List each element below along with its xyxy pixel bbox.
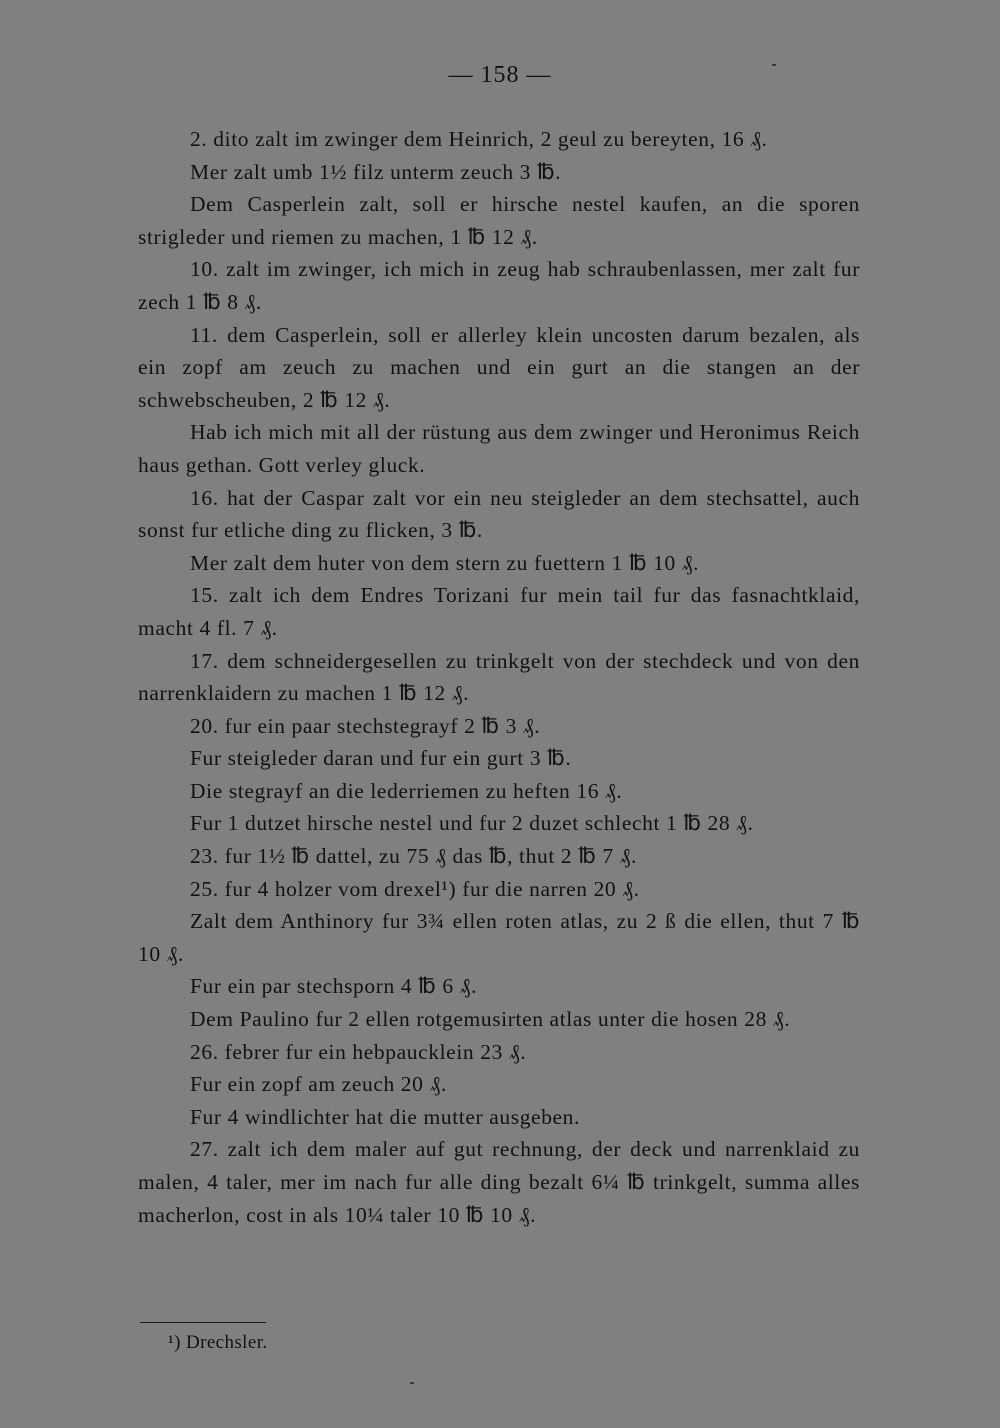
paragraph: 25. fur 4 holzer vom drexel¹) fur die narren 20 ₰. bbox=[190, 876, 640, 901]
paragraph: 11. dem Casperlein, soll er allerley klein uncosten darum bezalen, als ein zopf am zeuch zu machen und ein gurt an die stangen an der schwebscheuben, 2 ℔ 12 ₰. bbox=[138, 322, 860, 412]
scan-speck bbox=[772, 64, 776, 66]
paragraph: Hab ich mich mit all der rüstung aus dem zwinger und Heronimus Reich haus gethan. Gott verley gluck. bbox=[138, 420, 860, 477]
scan-speck bbox=[410, 1382, 414, 1384]
paragraph: 20. fur ein paar stechstegrayf 2 ℔ 3 ₰. bbox=[190, 713, 541, 738]
paragraph: 27. zalt ich dem maler auf gut rechnung, der deck und narrenklaid zu malen, 4 taler, mer im nach fur alle ding bezalt 6¼ ℔ trinkgelt, summa alles macherlon, cost in als 10¼ taler 10 ℔ 10 ₰. bbox=[138, 1137, 860, 1227]
paragraph: 15. zalt ich dem Endres Torizani fur mein tail fur das fasnachtklaid, macht 4 fl. 7 ₰. bbox=[138, 583, 860, 640]
paragraph: Fur 1 dutzet hirsche nestel und fur 2 duzet schlecht 1 ℔ 28 ₰. bbox=[190, 811, 754, 836]
paragraph: Dem Casperlein zalt, soll er hirsche nestel kaufen, an die sporen strigleder und riemen zu machen, 1 ℔ 12 ₰. bbox=[138, 192, 860, 249]
paragraph: Fur 4 windlichter hat die mutter ausgeben. bbox=[190, 1104, 581, 1129]
footnote-divider bbox=[140, 1322, 266, 1323]
paragraph: 2. dito zalt im zwinger dem Heinrich, 2 geul zu bereyten, 16 ₰. bbox=[190, 127, 768, 151]
paragraph: Zalt dem Anthinory fur 3¾ ellen roten atlas, zu 2 ß die ellen, thut 7 ℔ 10 ₰. bbox=[138, 909, 860, 966]
paragraph: 16. hat der Caspar zalt vor ein neu steigleder an dem stechsattel, auch sonst fur etliche ding zu flicken, 3 ℔. bbox=[138, 485, 860, 543]
paragraph: 17. dem schneidergesellen zu trinkgelt von der stechdeck und von den narrenklaidern zu machen 1 ℔ 12 ₰. bbox=[138, 648, 860, 706]
paragraph: Mer zalt dem huter von dem stern zu fuettern 1 ℔ 10 ₰. bbox=[190, 550, 700, 575]
body-text bbox=[138, 123, 860, 1231]
paragraph: Fur ein par stechsporn 4 ℔ 6 ₰. bbox=[190, 974, 477, 999]
paragraph: Mer zalt umb 1½ filz unterm zeuch 3 ℔. bbox=[190, 159, 562, 184]
paragraph: Dem Paulino fur 2 ellen rotgemusirten atlas unter die hosen 28 ₰. bbox=[190, 1007, 791, 1032]
paragraph: Fur steigleder daran und fur ein gurt 3 ℔. bbox=[190, 746, 572, 771]
paragraph: 10. zalt im zwinger, ich mich in zeug hab schraubenlassen, mer zalt fur zech 1 ℔ 8 ₰. bbox=[138, 257, 860, 314]
footnote: ¹) Drechsler. bbox=[168, 1332, 268, 1353]
paragraph: Die stegrayf an die lederriemen zu heften 16 ₰. bbox=[190, 778, 623, 803]
paragraph: Fur ein zopf am zeuch 20 ₰. bbox=[190, 1072, 447, 1097]
paragraph: 26. febrer fur ein hebpaucklein 23 ₰. bbox=[190, 1039, 527, 1064]
page-number: — 158 — bbox=[448, 62, 552, 88]
paragraph: 23. fur 1½ ℔ dattel, zu 75 ₰ das ℔, thut 2 ℔ 7 ₰. bbox=[190, 844, 638, 869]
